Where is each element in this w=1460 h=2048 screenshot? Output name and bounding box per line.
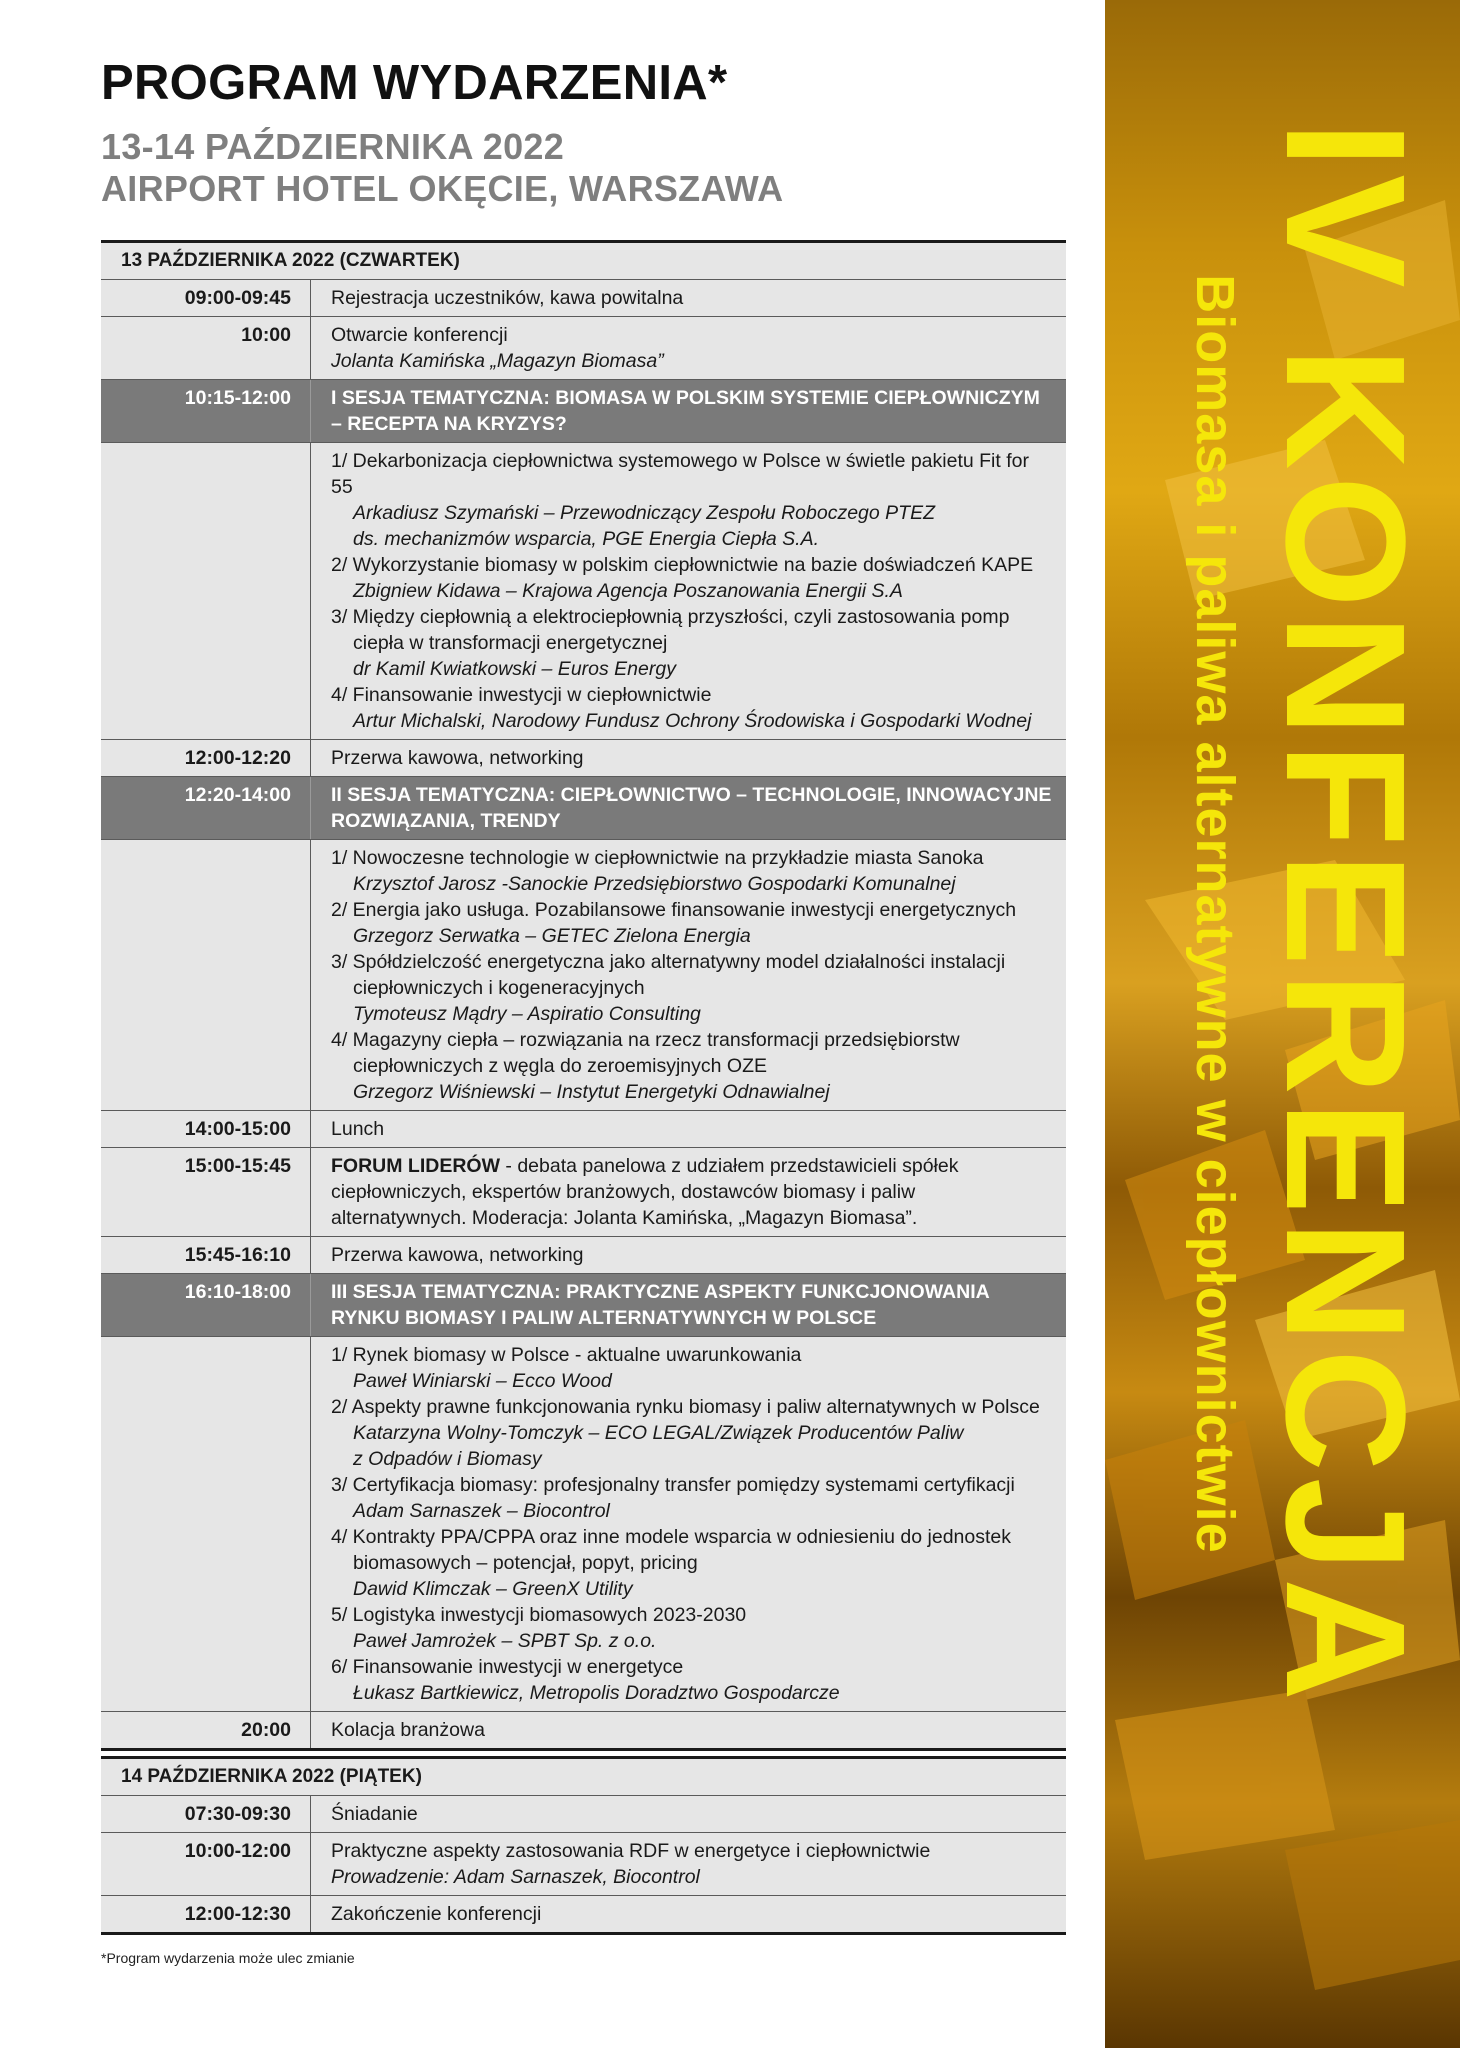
day1-program-table [101, 240, 1066, 1751]
day1-header: 13 PAŹDZIERNIKA 2022 (CZWARTEK) [101, 240, 1066, 279]
talks-list [311, 1337, 1066, 1711]
table-bottom-rule [101, 1932, 1066, 1935]
day2-program-table [101, 1756, 1066, 1935]
talk-speaker: Tymoteusz Mądry – Aspiratio Consulting [353, 1003, 701, 1025]
talk-speaker: Arkadiusz Szymański – Przewodniczący Zespołu Roboczego PTEZ [353, 502, 935, 524]
row-time: 12:00-12:30 [101, 1896, 311, 1932]
talks-list [311, 443, 1066, 739]
talk-title: 4/ Finansowanie inwestycji w ciepłownictwie [331, 684, 712, 706]
table-row [101, 1711, 1066, 1748]
row-time: 09:00-09:45 [101, 280, 311, 316]
talks-row [101, 1336, 1066, 1711]
talk-speaker: Artur Michalski, Narodowy Fundusz Ochrony Środowiska i Gospodarki Wodnej [353, 710, 1032, 732]
session-time: 10:15-12:00 [101, 380, 311, 442]
talk-title: 1/ Rynek biomasy w Polsce - aktualne uwarunkowania [331, 1344, 802, 1366]
banner-title: IV KONFERENCJA [1249, 121, 1440, 1707]
talk-title: 6/ Finansowanie inwestycji w energetyce [331, 1656, 684, 1678]
talk-speaker: Grzegorz Wiśniewski – Instytut Energetyki Odnawialnej [353, 1081, 830, 1103]
talk-title-cont: biomasowych – potencjał, popyt, pricing [353, 1552, 698, 1574]
talk-speaker: Łukasz Bartkiewicz, Metropolis Doradztwo Gospodarcze [353, 1682, 840, 1704]
talk-title: 3/ Między ciepłownią a elektrociepłownią przyszłości, czyli zastosowania pomp [331, 606, 1010, 628]
talk-speaker: Zbigniew Kidawa – Krajowa Agencja Poszanowania Energii S.A [353, 580, 903, 602]
session-row [101, 379, 1066, 442]
row-speaker: Prowadzenie: Adam Sarnaszek, Biocontrol [331, 1866, 700, 1888]
talk-speaker: Paweł Jamrożek – SPBT Sp. z o.o. [353, 1630, 657, 1652]
table-row [101, 1895, 1066, 1932]
talk-title-cont: ciepła w transformacji energetycznej [353, 632, 668, 654]
talk-title: 4/ Magazyny ciepła – rozwiązania na rzecz transformacji przedsiębiorstw [331, 1029, 960, 1051]
table-bottom-rule [101, 1748, 1066, 1751]
talk-speaker: Adam Sarnaszek – Biocontrol [353, 1500, 610, 1522]
talks-list [311, 840, 1066, 1110]
talk-speaker: Grzegorz Serwatka – GETEC Zielona Energia [353, 925, 751, 947]
talk-title: 2/ Wykorzystanie biomasy w polskim ciepłownictwie na bazie doświadczeń KAPE [331, 554, 1034, 576]
table-row [101, 1110, 1066, 1147]
row-text: Kolacja branżowa [331, 1719, 485, 1741]
row-time: 20:00 [101, 1712, 311, 1748]
row-text: Praktyczne aspekty zastosowania RDF w energetyce i ciepłownictwie [331, 1840, 931, 1862]
session-row [101, 1273, 1066, 1336]
row-text: Śniadanie [331, 1803, 418, 1825]
talk-title: 2/ Energia jako usługa. Pozabilansowe finansowanie inwestycji energetycznych [331, 899, 1017, 921]
talk-title: 1/ Dekarbonizacja ciepłownictwa systemowego w Polsce w świetle pakietu Fit for 55 [331, 450, 1029, 498]
page-title: PROGRAM WYDARZENIA* [101, 56, 728, 110]
table-row [101, 316, 1066, 379]
table-row [101, 279, 1066, 316]
talk-title-cont: ciepłowniczych i kogeneracyjnych [353, 977, 645, 999]
talk-title: 3/ Certyfikacja biomasy: profesjonalny transfer pomiędzy systemami certyfikacji [331, 1474, 1015, 1496]
row-text: Otwarcie konferencji [331, 324, 508, 346]
row-time-empty [101, 840, 311, 1110]
row-desc [311, 317, 1066, 379]
row-time: 10:00 [101, 317, 311, 379]
row-speaker: Jolanta Kamińska „Magazyn Biomasa” [331, 350, 664, 372]
talk-speaker: Krzysztof Jarosz -Sanockie Przedsiębiorstwo Gospodarki Komunalnej [353, 873, 956, 895]
talk-title-cont: ciepłowniczych z węgla do zeroemisyjnych OZE [353, 1055, 767, 1077]
session-time: 12:20-14:00 [101, 777, 311, 839]
talks-row [101, 442, 1066, 739]
talk-title: 1/ Nowoczesne technologie w ciepłownictwie na przykładzie miasta Sanoka [331, 847, 984, 869]
table-row [101, 1795, 1066, 1832]
row-time-empty [101, 443, 311, 739]
banner-subtitle: Biomasa i paliwa alternatywne w ciepłownictwie [1184, 274, 1245, 1554]
row-time: 12:00-12:20 [101, 740, 311, 776]
talk-title: 4/ Kontrakty PPA/CPPA oraz inne modele wsparcia w odniesieniu do jednostek [331, 1526, 1011, 1548]
talk-speaker: z Odpadów i Biomasy [353, 1448, 542, 1470]
row-desc [311, 1833, 1066, 1895]
row-time: 15:00-15:45 [101, 1148, 311, 1236]
session-title: II SESJA TEMATYCZNA: CIEPŁOWNICTWO – TECHNOLOGIE, INNOWACYJNE ROZWIĄZANIA, TRENDY [331, 784, 1052, 832]
table-row [101, 1147, 1066, 1236]
row-text: Rejestracja uczestników, kawa powitalna [331, 287, 684, 309]
session-title: III SESJA TEMATYCZNA: PRAKTYCZNE ASPEKTY FUNKCJONOWANIA RYNKU BIOMASY I PALIW ALTERNATYWNYCH W POLSCE [331, 1281, 989, 1329]
talk-title: 5/ Logistyka inwestycji biomasowych 2023-2030 [331, 1604, 747, 1626]
talk-speaker: Dawid Klimczak – GreenX Utility [353, 1578, 633, 1600]
talk-speaker: ds. mechanizmów wsparcia, PGE Energia Ciepła S.A. [353, 528, 820, 550]
session-title: I SESJA TEMATYCZNA: BIOMASA W POLSKIM SYSTEMIE CIEPŁOWNICZYM – RECEPTA NA KRYZYS? [331, 387, 1040, 435]
row-time: 15:45-16:10 [101, 1237, 311, 1273]
talk-speaker: Paweł Winiarski – Ecco Wood [353, 1370, 612, 1392]
footnote: *Program wydarzenia może ulec zmianie [101, 1950, 355, 1966]
day2-header: 14 PAŹDZIERNIKA 2022 (PIĄTEK) [101, 1756, 1066, 1795]
row-text: Lunch [331, 1118, 385, 1140]
row-text: Przerwa kawowa, networking [331, 747, 584, 769]
row-desc [311, 1148, 1066, 1236]
talk-title: 2/ Aspekty prawne funkcjonowania rynku biomasy i paliw alternatywnych w Polsce [331, 1396, 1040, 1418]
session-row [101, 776, 1066, 839]
forum-title: FORUM LIDERÓW [331, 1155, 500, 1177]
forum-text: - debata panelowa z udziałem przedstawicieli spółek ciepłowniczych, ekspertów branżowych, dostawców biomasy i paliw alternatywnych. Moderacja: Jolanta Kamińska, „Magazyn Biomasa”. [331, 1155, 959, 1229]
table-row [101, 739, 1066, 776]
talk-title: 3/ Spółdzielczość energetyczna jako alternatywny model działalności instalacji [331, 951, 1006, 973]
row-time: 10:00-12:00 [101, 1833, 311, 1895]
row-text: Przerwa kawowa, networking [331, 1244, 584, 1266]
row-time-empty [101, 1337, 311, 1711]
row-time: 14:00-15:00 [101, 1111, 311, 1147]
conference-banner [1105, 0, 1460, 2048]
event-venue: AIRPORT HOTEL OKĘCIE, WARSZAWA [101, 168, 784, 209]
table-row [101, 1236, 1066, 1273]
row-time: 07:30-09:30 [101, 1796, 311, 1832]
table-row [101, 1832, 1066, 1895]
talk-speaker: dr Kamil Kwiatkowski – Euros Energy [353, 658, 676, 680]
event-date: 13-14 PAŹDZIERNIKA 2022 [101, 126, 565, 167]
talks-row [101, 839, 1066, 1110]
talk-speaker: Katarzyna Wolny-Tomczyk – ECO LEGAL/Związek Producentów Paliw [353, 1422, 964, 1444]
session-time: 16:10-18:00 [101, 1274, 311, 1336]
row-text: Zakończenie konferencji [331, 1903, 542, 1925]
